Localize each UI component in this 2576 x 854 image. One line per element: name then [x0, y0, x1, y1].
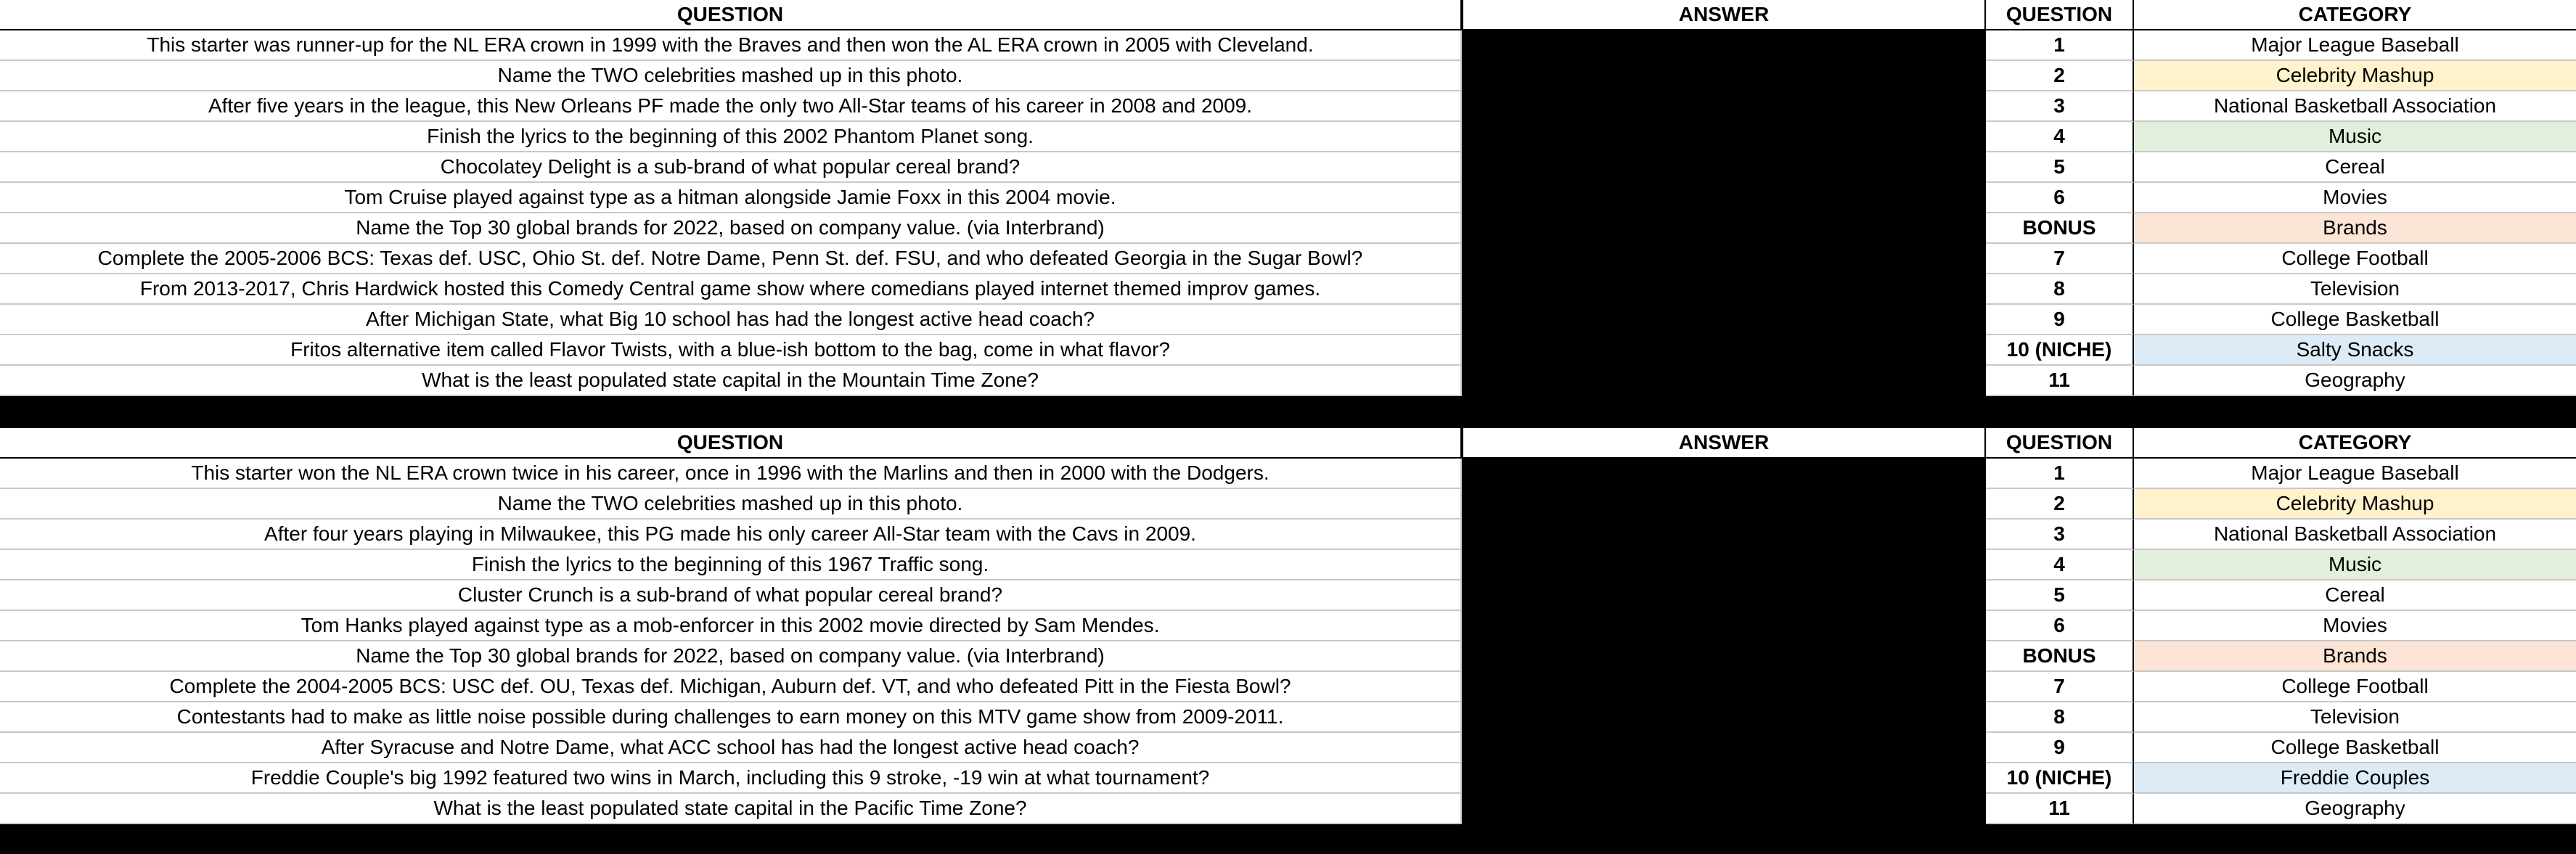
category-cell[interactable]: Brands: [2134, 641, 2576, 672]
category-cell[interactable]: Music: [2134, 122, 2576, 152]
question-number-cell[interactable]: 8: [1986, 274, 2134, 305]
question-number-cell[interactable]: 1: [1986, 30, 2134, 61]
category-cell[interactable]: Television: [2134, 274, 2576, 305]
category-cell[interactable]: Celebrity Mashup: [2134, 489, 2576, 520]
answer-cell-hidden[interactable]: [1462, 152, 1986, 183]
category-cell[interactable]: Geography: [2134, 794, 2576, 824]
answer-cell-hidden[interactable]: [1462, 183, 1986, 213]
question-cell[interactable]: Tom Cruise played against type as a hitman alongside Jamie Foxx in this 2004 movie.: [0, 183, 1462, 213]
question-cell[interactable]: Complete the 2004-2005 BCS: USC def. OU, Texas def. Michigan, Auburn def. VT, and who defeated Pitt in the Fiesta Bowl?: [0, 672, 1462, 702]
header-category[interactable]: CATEGORY: [2134, 428, 2576, 459]
table-row: [0, 672, 2576, 702]
question-number-cell[interactable]: 2: [1986, 61, 2134, 91]
answer-cell-hidden[interactable]: [1462, 672, 1986, 702]
question-cell[interactable]: What is the least populated state capital in the Pacific Time Zone?: [0, 794, 1462, 824]
question-number-cell[interactable]: 5: [1986, 580, 2134, 611]
question-number-cell[interactable]: 3: [1986, 91, 2134, 122]
table-row: [0, 459, 2576, 489]
question-number-cell[interactable]: 5: [1986, 152, 2134, 183]
question-cell[interactable]: Name the TWO celebrities mashed up in this photo.: [0, 61, 1462, 91]
question-number-cell[interactable]: 7: [1986, 672, 2134, 702]
question-number-cell[interactable]: 11: [1986, 794, 2134, 824]
category-cell[interactable]: Cereal: [2134, 580, 2576, 611]
table-row: [0, 611, 2576, 641]
table-row: [0, 794, 2576, 824]
table-row: [0, 520, 2576, 550]
table-row: [0, 91, 2576, 122]
question-number-cell[interactable]: BONUS: [1986, 641, 2134, 672]
question-number-cell[interactable]: 8: [1986, 702, 2134, 733]
question-cell[interactable]: Fritos alternative item called Flavor Twists, with a blue-ish bottom to the bag, come in what flavor?: [0, 335, 1462, 366]
answer-cell-hidden[interactable]: [1462, 489, 1986, 520]
answer-cell-hidden[interactable]: [1462, 61, 1986, 91]
category-cell[interactable]: College Basketball: [2134, 305, 2576, 335]
table-row: [0, 183, 2576, 213]
category-cell[interactable]: National Basketball Association: [2134, 520, 2576, 550]
answer-cell-hidden[interactable]: [1462, 641, 1986, 672]
answer-cell-hidden[interactable]: [1462, 550, 1986, 580]
table-row: [0, 580, 2576, 611]
answer-cell-hidden[interactable]: [1462, 520, 1986, 550]
question-cell[interactable]: After Michigan State, what Big 10 school has had the longest active head coach?: [0, 305, 1462, 335]
question-cell[interactable]: Contestants had to make as little noise possible during challenges to earn money on this MTV game show from 2009-2011.: [0, 702, 1462, 733]
category-cell[interactable]: Freddie Couples: [2134, 763, 2576, 794]
category-cell[interactable]: Music: [2134, 550, 2576, 580]
category-cell[interactable]: Salty Snacks: [2134, 335, 2576, 366]
header-answer[interactable]: ANSWER: [1462, 428, 1986, 459]
header-row: [0, 0, 2576, 30]
table-row: [0, 30, 2576, 61]
question-cell[interactable]: Name the TWO celebrities mashed up in this photo.: [0, 489, 1462, 520]
question-cell[interactable]: Name the Top 30 global brands for 2022, based on company value. (via Interbrand): [0, 213, 1462, 244]
category-cell[interactable]: College Football: [2134, 672, 2576, 702]
answer-cell-hidden[interactable]: [1462, 763, 1986, 794]
question-cell[interactable]: Finish the lyrics to the beginning of this 1967 Traffic song.: [0, 550, 1462, 580]
question-cell[interactable]: Name the Top 30 global brands for 2022, based on company value. (via Interbrand): [0, 641, 1462, 672]
question-number-cell[interactable]: 10 (NICHE): [1986, 763, 2134, 794]
question-number-cell[interactable]: 9: [1986, 305, 2134, 335]
question-number-cell[interactable]: 7: [1986, 244, 2134, 274]
question-number-cell[interactable]: BONUS: [1986, 213, 2134, 244]
answer-cell-hidden[interactable]: [1462, 733, 1986, 763]
table-row: [0, 550, 2576, 580]
question-cell[interactable]: Tom Hanks played against type as a mob-enforcer in this 2002 movie directed by Sam Mendes.: [0, 611, 1462, 641]
question-number-cell[interactable]: 11: [1986, 366, 2134, 396]
question-cell[interactable]: This starter was runner-up for the NL ERA crown in 1999 with the Braves and then won the AL ERA crown in 2005 with Cleveland.: [0, 30, 1462, 61]
header-number[interactable]: QUESTION: [1986, 0, 2134, 30]
table-row: [0, 122, 2576, 152]
answer-cell-hidden[interactable]: [1462, 611, 1986, 641]
question-cell[interactable]: After four years playing in Milwaukee, this PG made his only career All-Star team with the Cavs in 2009.: [0, 520, 1462, 550]
table-row: [0, 244, 2576, 274]
category-cell[interactable]: College Football: [2134, 244, 2576, 274]
answer-cell-hidden[interactable]: [1462, 30, 1986, 61]
answer-cell-hidden[interactable]: [1462, 335, 1986, 366]
category-cell[interactable]: Geography: [2134, 366, 2576, 396]
answer-cell-hidden[interactable]: [1462, 702, 1986, 733]
header-category[interactable]: CATEGORY: [2134, 0, 2576, 30]
question-number-cell[interactable]: 4: [1986, 550, 2134, 580]
question-cell[interactable]: After Syracuse and Notre Dame, what ACC school has had the longest active head coach?: [0, 733, 1462, 763]
table-row: [0, 274, 2576, 305]
table-row: [0, 305, 2576, 335]
answer-cell-hidden[interactable]: [1462, 91, 1986, 122]
table-row: [0, 61, 2576, 91]
question-cell[interactable]: What is the least populated state capital in the Mountain Time Zone?: [0, 366, 1462, 396]
header-answer[interactable]: ANSWER: [1462, 0, 1986, 30]
table-row: [0, 366, 2576, 396]
category-cell[interactable]: Movies: [2134, 611, 2576, 641]
category-cell[interactable]: Movies: [2134, 183, 2576, 213]
question-cell[interactable]: This starter won the NL ERA crown twice in his career, once in 1996 with the Marlins and then in 2000 with the Dodgers.: [0, 459, 1462, 489]
question-cell[interactable]: Finish the lyrics to the beginning of this 2002 Phantom Planet song.: [0, 122, 1462, 152]
separator-band: [0, 396, 2576, 428]
table-row: [0, 763, 2576, 794]
question-cell[interactable]: After five years in the league, this New Orleans PF made the only two All-Star teams of his career in 2008 and 2009.: [0, 91, 1462, 122]
category-cell[interactable]: Brands: [2134, 213, 2576, 244]
question-cell[interactable]: Cluster Crunch is a sub-brand of what popular cereal brand?: [0, 580, 1462, 611]
category-cell[interactable]: Television: [2134, 702, 2576, 733]
question-number-cell[interactable]: 6: [1986, 183, 2134, 213]
question-cell[interactable]: Freddie Couple's big 1992 featured two wins in March, including this 9 stroke, -19 win at what tournament?: [0, 763, 1462, 794]
answer-cell-hidden[interactable]: [1462, 794, 1986, 824]
header-row: [0, 428, 2576, 459]
header-question[interactable]: QUESTION: [0, 428, 1462, 459]
question-number-cell[interactable]: 1: [1986, 459, 2134, 489]
question-cell[interactable]: Complete the 2005-2006 BCS: Texas def. USC, Ohio St. def. Notre Dame, Penn St. def. FSU, and who defeated Georgia in the Sugar Bowl?: [0, 244, 1462, 274]
answer-cell-hidden[interactable]: [1462, 244, 1986, 274]
question-number-cell[interactable]: 2: [1986, 489, 2134, 520]
question-number-cell[interactable]: 6: [1986, 611, 2134, 641]
answer-cell-hidden[interactable]: [1462, 213, 1986, 244]
table-row: [0, 335, 2576, 366]
category-cell[interactable]: National Basketball Association: [2134, 91, 2576, 122]
question-cell[interactable]: From 2013-2017, Chris Hardwick hosted this Comedy Central game show where comedians played internet themed improv games.: [0, 274, 1462, 305]
category-cell[interactable]: Celebrity Mashup: [2134, 61, 2576, 91]
answer-cell-hidden[interactable]: [1462, 274, 1986, 305]
question-cell[interactable]: Chocolatey Delight is a sub-brand of what popular cereal brand?: [0, 152, 1462, 183]
table-row: [0, 213, 2576, 244]
answer-cell-hidden[interactable]: [1462, 305, 1986, 335]
answer-cell-hidden[interactable]: [1462, 366, 1986, 396]
category-cell[interactable]: Major League Baseball: [2134, 30, 2576, 61]
table-row: [0, 152, 2576, 183]
table-row: [0, 733, 2576, 763]
header-question[interactable]: QUESTION: [0, 0, 1462, 30]
answer-cell-hidden[interactable]: [1462, 580, 1986, 611]
category-cell[interactable]: Cereal: [2134, 152, 2576, 183]
category-cell[interactable]: Major League Baseball: [2134, 459, 2576, 489]
table-row: [0, 489, 2576, 520]
category-cell[interactable]: College Basketball: [2134, 733, 2576, 763]
question-number-cell[interactable]: 9: [1986, 733, 2134, 763]
question-number-cell[interactable]: 10 (NICHE): [1986, 335, 2134, 366]
question-number-cell[interactable]: 3: [1986, 520, 2134, 550]
table-row: [0, 641, 2576, 672]
table-row: [0, 702, 2576, 733]
answer-cell-hidden[interactable]: [1462, 122, 1986, 152]
header-number[interactable]: QUESTION: [1986, 428, 2134, 459]
question-number-cell[interactable]: 4: [1986, 122, 2134, 152]
answer-cell-hidden[interactable]: [1462, 459, 1986, 489]
